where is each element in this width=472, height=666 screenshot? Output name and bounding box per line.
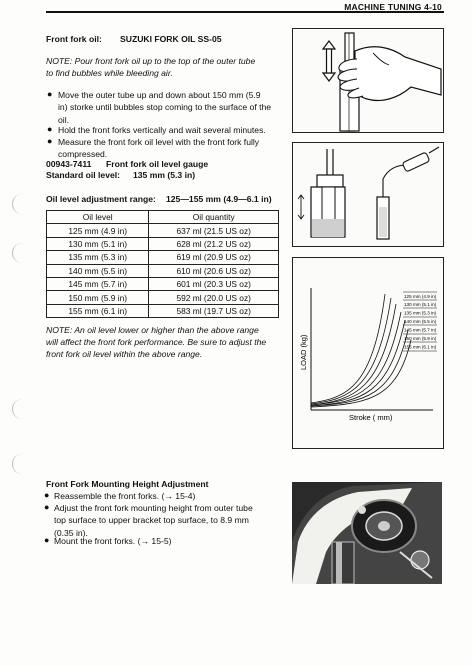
step-line: Move the outer tube up and down about 150 mm (5.9 — [58, 90, 261, 100]
bullet-icon: ● — [44, 535, 50, 545]
step-line: Measure the front fork oil level with the front fork fully — [58, 137, 260, 147]
graph-y-label: LOAD (kg) — [299, 334, 308, 370]
column-header: Oil quantity — [149, 211, 279, 224]
table-row — [47, 237, 279, 250]
table-cell: 637 ml (21.5 US oz) — [149, 224, 279, 237]
table-header-row — [47, 211, 279, 224]
table-row — [47, 264, 279, 277]
table-cell: 140 mm (5.5 in) — [47, 264, 149, 277]
note-line: NOTE: Pour front fork oil up to the top of the outer tube — [46, 56, 256, 66]
table-cell: 135 mm (5.3 in) — [47, 251, 149, 264]
fork-mounting-photo — [292, 482, 442, 584]
mounting-item — [44, 535, 172, 547]
page-header-title: MACHINE TUNING 4-10 — [344, 2, 442, 12]
legend-entry: 135 mm (5.3 in) — [404, 310, 437, 316]
table-cell: 619 ml (20.9 US oz) — [149, 251, 279, 264]
table-cell: 583 ml (19.7 US oz) — [149, 304, 279, 317]
step-line: Hold the front forks vertically and wait several minutes. — [58, 125, 266, 135]
note-line: will affect the front fork performance. Be sure to adjust the — [46, 337, 267, 347]
oil-level-gauge-illustration — [292, 142, 444, 247]
step-line: compressed. — [58, 149, 108, 160]
fork-oil-value: SUZUKI FORK OIL SS-05 — [120, 34, 222, 44]
table-row — [47, 277, 279, 290]
mounting-section-title: Front Fork Mounting Height Adjustment — [46, 479, 209, 489]
hand-pumping-fork-icon — [293, 29, 443, 132]
step-line: oil. — [58, 114, 69, 125]
bullet-icon: ● — [44, 490, 50, 500]
standard-value: 135 mm (5.3 in) — [133, 170, 196, 180]
column-header: Oil level — [47, 211, 149, 224]
oil-level-table — [46, 210, 279, 318]
table-row — [47, 291, 279, 304]
note-line: to find bubbles while bleeding air. — [46, 68, 173, 78]
table-cell: 125 mm (4.9 in) — [47, 224, 149, 237]
step-line: in) storke until bubbles stop coming to the surface of the — [58, 102, 272, 113]
bullet-icon: ● — [47, 124, 53, 134]
table-row — [47, 224, 279, 237]
table-cell: 601 ml (20.3 US oz) — [149, 277, 279, 290]
table-cell: 155 mm (6.1 in) — [47, 304, 149, 317]
legend-entry: 140 mm (5.5 in) — [404, 319, 437, 324]
bullet-icon: ● — [47, 89, 53, 99]
bullet-icon: ● — [44, 502, 50, 512]
table-cell: 145 mm (5.7 in) — [47, 277, 149, 290]
oil-gauge-icon — [293, 143, 443, 246]
note-line: NOTE: An oil level lower or higher than the above range — [46, 325, 259, 335]
gauge-part-no: 00943-7411 — [46, 159, 92, 169]
table-cell: 592 ml (20.0 US oz) — [149, 291, 279, 304]
table-row — [47, 304, 279, 317]
mounting-item — [44, 502, 253, 539]
table-cell: 150 mm (5.9 in) — [47, 291, 149, 304]
load-stroke-curves-icon — [293, 258, 443, 448]
mounting-line: top surface to upper bracket top surface, to 8.9 mm — [54, 515, 249, 526]
fork-bracket-photo-icon — [292, 482, 442, 584]
step-item — [47, 89, 272, 126]
adjust-range-value: 125—155 mm (4.9—6.1 in) — [166, 194, 272, 204]
table-cell: 610 ml (20.6 US oz) — [149, 264, 279, 277]
legend-entry: 155 mm (6.1 in) — [404, 344, 437, 350]
binder-hole — [12, 399, 25, 419]
legend-entry: 150 mm (5.9 in) — [404, 336, 437, 341]
legend-entry: 145 mm (5.7 in) — [404, 327, 437, 333]
load-stroke-graph — [292, 257, 444, 449]
graph-x-label: Stroke ( mm) — [349, 413, 393, 422]
standard-label: Standard oil level: — [46, 170, 121, 180]
mounting-line: (0.35 in). — [54, 527, 88, 538]
gauge-name: Front fork oil level gauge — [106, 159, 209, 169]
adjust-range-label: Oil level adjustment range: — [46, 194, 156, 204]
table-cell: 130 mm (5.1 in) — [47, 237, 149, 250]
fork-oil-label: Front fork oil: — [46, 34, 102, 44]
mounting-line: Adjust the front fork mounting height from outer tube — [54, 503, 253, 513]
binder-hole — [12, 454, 25, 474]
mounting-line: Mount the front forks. (→ 15-5) — [54, 536, 172, 546]
step-item — [47, 124, 266, 136]
legend-entry: 130 mm (5.1 in) — [404, 302, 437, 307]
table-row — [47, 251, 279, 264]
note-line: front fork oil level within the above range. — [46, 349, 203, 359]
bullet-icon: ● — [47, 136, 53, 146]
binder-hole — [12, 194, 25, 214]
mounting-item — [44, 490, 196, 502]
binder-hole — [12, 243, 25, 263]
table-cell: 628 ml (21.2 US oz) — [149, 237, 279, 250]
legend-entry: 125 mm (4.9 in) — [404, 294, 437, 299]
mounting-line: Reassemble the front forks. (→ 15-4) — [54, 491, 196, 501]
fork-bleeding-illustration — [292, 28, 444, 133]
